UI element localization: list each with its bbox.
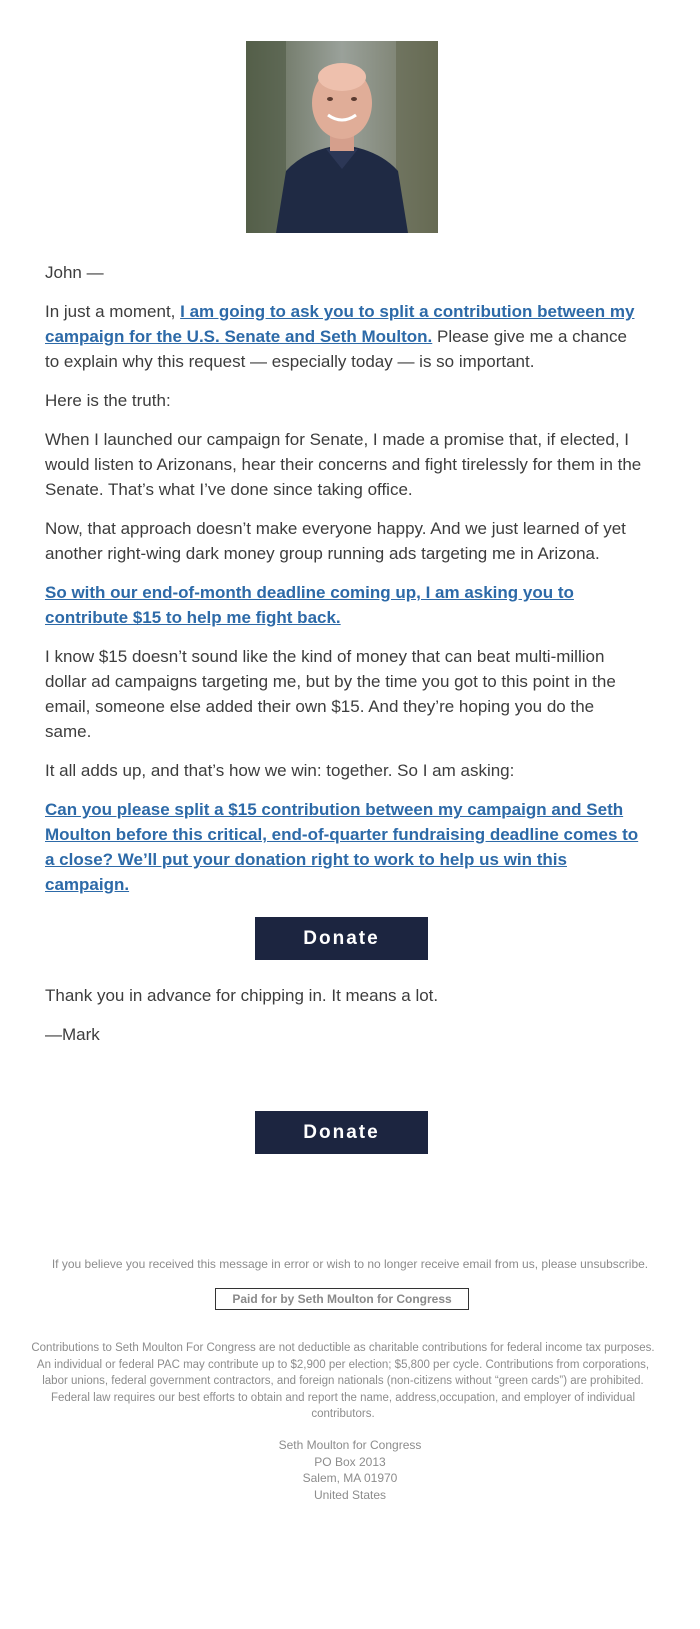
intro-lead: In just a moment, bbox=[45, 302, 181, 321]
paragraph-intro bbox=[45, 299, 645, 374]
paid-for-disclaimer: Paid for by Seth Moulton for Congress bbox=[215, 1288, 469, 1310]
address-line-3: Salem, MA 01970 bbox=[302, 1471, 398, 1485]
unsubscribe-note[interactable]: If you believe you received this message in error or wish to no longer receive email from us, please unsubscribe. bbox=[51, 1257, 649, 1271]
contribute-15-link[interactable]: So with our end-of-month deadline coming up, I am asking you to contribute $15 to help me fight back. bbox=[45, 583, 574, 627]
split-15-link[interactable]: Can you please split a $15 contribution between my campaign and Seth Moulton before this critical, end-of-quarter fundraising deadline comes to a close? We’ll put your donation right to work to help us win this campaign. bbox=[45, 800, 639, 894]
address-line-1: Seth Moulton for Congress bbox=[278, 1438, 422, 1452]
portrait-photo bbox=[246, 41, 438, 233]
donate-button-secondary[interactable]: Donate bbox=[255, 1111, 428, 1154]
greeting: John — bbox=[45, 263, 104, 282]
paragraph-fifteen: I know $15 doesn’t sound like the kind of money that can beat multi-million dollar ad campaigns targeting me, but by the time you got to this point in the email, someone else added their own $15. And they’re hoping you do the same. bbox=[45, 647, 616, 741]
mailing-address bbox=[0, 1437, 700, 1503]
legal-disclaimer: Contributions to Seth Moulton For Congress are not deductible as charitable contributions for federal income tax purposes. An individual or federal PAC may contribute up to $2,900 per election; $5,800 per cycle. Contributions from corporations, labor unions, federal government contractors, and foreign nationals (non-citizens without “green cards”) are prohibited. Federal law requires our best efforts to obtain and report the name, address,occupation, and employer of individual contributors. bbox=[31, 1342, 655, 1420]
split-contribution-link[interactable]: I am going to ask you to split a contribution between my campaign for the U.S. Senate and Seth Moulton. bbox=[45, 302, 635, 346]
letter-body bbox=[45, 260, 645, 911]
paragraph-campaign: When I launched our campaign for Senate, I made a promise that, if elected, I would listen to Arizonans, hear their concerns and fight tirelessly for them in the Senate. That’s what I’ve done since taking office. bbox=[45, 430, 642, 499]
donate-button-primary[interactable]: Donate bbox=[255, 917, 428, 960]
signoff: —Mark bbox=[45, 1025, 100, 1044]
paragraph-deadline bbox=[45, 580, 645, 630]
paragraph-together: It all adds up, and that’s how we win: together. So I am asking: bbox=[45, 761, 515, 780]
address-line-2: PO Box 2013 bbox=[314, 1454, 386, 1469]
address-line-4: United States bbox=[313, 1487, 387, 1502]
paragraph-dark-money: Now, that approach doesn’t make everyone happy. And we just learned of yet another right-wing dark money group running ads targeting me in Arizona. bbox=[45, 519, 626, 563]
paragraph-split-ask bbox=[45, 797, 645, 897]
intro-tail: Please give me a chance to explain why this request — especially today — is so important. bbox=[45, 327, 627, 371]
paragraph-truth: Here is the truth: bbox=[45, 391, 171, 410]
letter-closing bbox=[45, 983, 645, 1061]
paragraph-thanks: Thank you in advance for chipping in. It means a lot. bbox=[45, 986, 439, 1005]
